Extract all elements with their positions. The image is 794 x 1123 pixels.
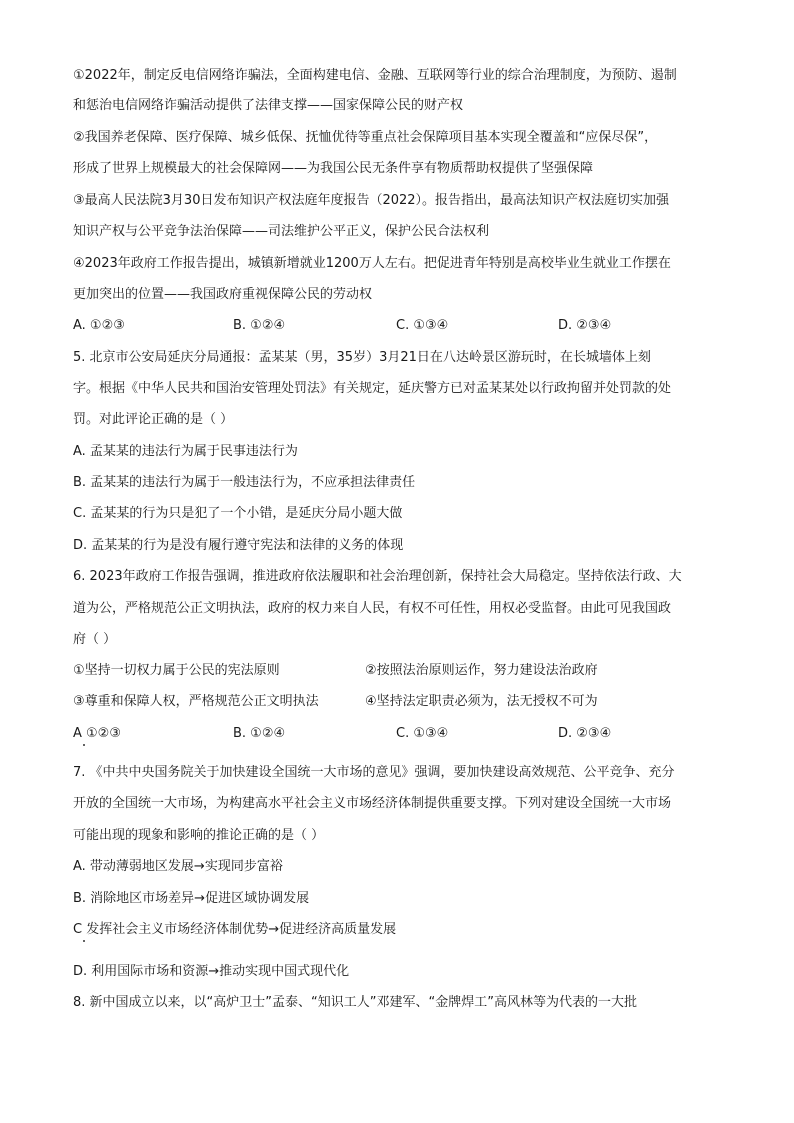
q6-option-b: B. ①②④ xyxy=(233,726,286,741)
stray-dot xyxy=(83,940,85,942)
q6-item-3: ③尊重和保障人权，严格规范公正文明执法 xyxy=(73,694,319,709)
q7-option-a: A. 带动薄弱地区发展→实现同步富裕 xyxy=(73,859,283,874)
q4-item-2-line-1: ②我国养老保障、医疗保障、城乡低保、抚恤优待等重点社会保障项目基本实现全覆盖和“应保尽保”， xyxy=(73,130,658,145)
q4-item-4-line-1: ④2023年政府工作报告提出，城镇新增就业1200万人左右。把促进青年特别是高校毕业生就业工作摆在 xyxy=(73,256,671,271)
q5-stem-line-2: 字。根据《中华人民共和国治安管理处罚法》有关规定，延庆警方已对孟某某处以行政拘留并处罚款的处 xyxy=(73,381,672,396)
q6-item-1: ①坚持一切权力属于公民的宪法原则 xyxy=(73,663,280,678)
q7-option-d: D. 利用国际市场和资源→推动实现中国式现代化 xyxy=(73,964,350,979)
q4-item-4-line-2: 更加突出的位置——我国政府重视保障公民的劳动权 xyxy=(73,287,373,302)
q6-stem-line-2: 道为公，严格规范公正文明执法，政府的权力来自人民，有权不可任性，用权必受监督。由此可见我国政 xyxy=(73,601,672,616)
q5-option-b: B. 孟某某的违法行为属于一般违法行为，不应承担法律责任 xyxy=(73,475,416,490)
q4-option-a: A. ①②③ xyxy=(73,318,125,333)
q5-stem-line-1: 5. 北京市公安局延庆分局通报：孟某某（男，35岁）3月21日在八达岭景区游玩时，在长城墙体上刻 xyxy=(73,350,651,365)
q4-item-3-line-2: 知识产权与公平竞争法治保障——司法维护公平正义，保护公民合法权利 xyxy=(73,224,490,239)
q4-item-2-line-2: 形成了世界上规模最大的社会保障网——为我国公民无条件享有物质帮助权提供了坚强保障 xyxy=(73,161,594,176)
q7-option-b: B. 消除地区市场差异→促进区域协调发展 xyxy=(73,891,310,906)
q4-option-d: D. ②③④ xyxy=(558,318,612,333)
q4-item-3-line-1: ③最高人民法院3月30日发布知识产权法庭年度报告（2022）。报告指出，最高法知识产权法庭切实加强 xyxy=(73,193,670,208)
q6-item-2: ②按照法治原则运作，努力建设法治政府 xyxy=(365,663,598,678)
q4-item-1-line-2: 和惩治电信网络诈骗活动提供了法律支撑——国家保障公民的财产权 xyxy=(73,98,464,113)
q6-option-c: C. ①③④ xyxy=(396,726,449,741)
stray-dot xyxy=(83,744,85,746)
q4-option-c: C. ①③④ xyxy=(396,318,449,333)
q4-item-1-line-1: ①2022年，制定反电信网络诈骗法，全面构建电信、金融、互联网等行业的综合治理制度，为预防、遏制 xyxy=(73,68,677,83)
q7-option-c: C 发挥社会主义市场经济体制优势→促进经济高质量发展 xyxy=(73,922,397,937)
q8-stem-line-1: 8. 新中国成立以来，以“高炉卫士”孟泰、“知识工人”邓建军、“金牌焊工”高风林等为代表的一大批 xyxy=(73,995,637,1010)
q5-option-a: A. 孟某某的违法行为属于民事违法行为 xyxy=(73,444,298,459)
q5-option-d: D. 孟某某的行为是没有履行遵守宪法和法律的义务的体现 xyxy=(73,538,404,553)
q7-stem-line-3: 可能出现的现象和影响的推论正确的是（ ） xyxy=(73,828,325,843)
q5-stem-line-3: 罚。对此评论正确的是（ ） xyxy=(73,412,234,427)
q6-stem-line-1: 6. 2023年政府工作报告强调，推进政府依法履职和社会治理创新，保持社会大局稳定。坚持依法行政、大 xyxy=(73,569,682,584)
q4-option-b: B. ①②④ xyxy=(233,318,286,333)
q6-option-d: D. ②③④ xyxy=(558,726,612,741)
q7-stem-line-2: 开放的全国统一大市场，为构建高水平社会主义市场经济体制提供重要支撑。下列对建设全国统一大市场 xyxy=(73,796,672,811)
q6-option-a: A ①②③ xyxy=(73,726,121,741)
q6-stem-line-3: 府（ ） xyxy=(73,632,117,647)
q7-stem-line-1: 7. 《中共中央国务院关于加快建设全国统一大市场的意见》强调，要加快建设高效规范、公平竞争、充分 xyxy=(73,765,675,780)
q5-option-c: C. 孟某某的行为只是犯了一个小错，是延庆分局小题大做 xyxy=(73,506,403,521)
q6-item-4: ④坚持法定职责必须为，法无授权不可为 xyxy=(365,694,598,709)
